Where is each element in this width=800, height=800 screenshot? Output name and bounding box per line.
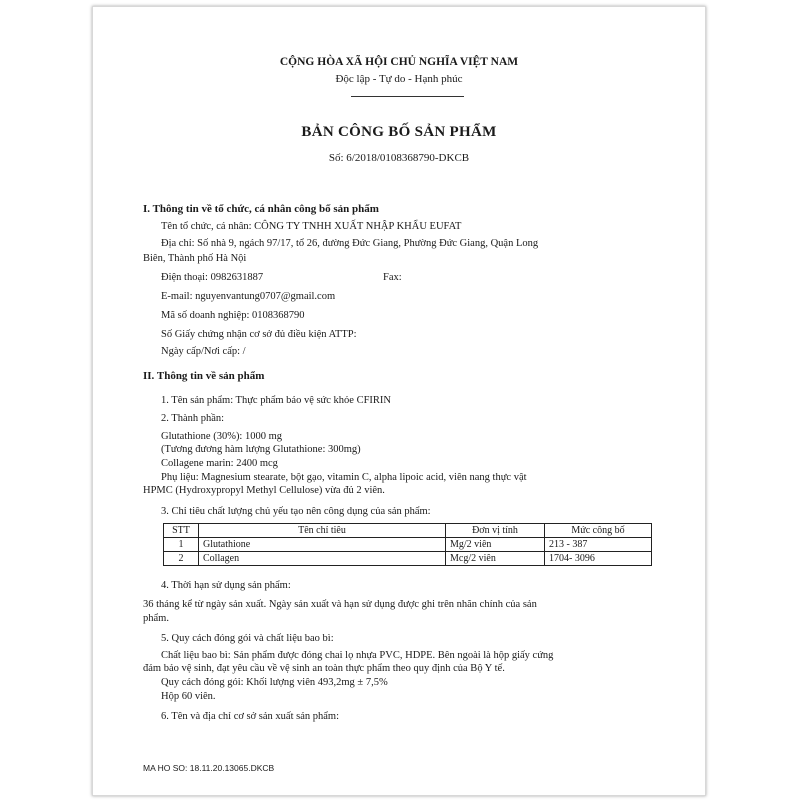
product-name: 1. Tên sản phẩm: Thực phẩm bảo vệ sức khỏe CFIRIN xyxy=(161,395,391,406)
ingredients-heading: 2. Thành phần: xyxy=(161,413,225,424)
cell-level: 213 - 387 xyxy=(545,538,652,552)
col-criteria: Tên chỉ tiêu xyxy=(199,524,446,538)
cell-unit: Mcg/2 viên xyxy=(446,552,545,566)
ingredient-1: Glutathione (30%): 1000 mg xyxy=(161,431,283,442)
certificate: Số Giấy chứng nhận cơ sở đủ điều kiện ATTP: xyxy=(161,329,357,340)
criteria-table xyxy=(163,523,652,566)
shelf-life-line-1: 36 tháng kể từ ngày sản xuất. Ngày sản xuất và hạn sử dụng được ghi trên nhãn chính của sản xyxy=(143,599,537,610)
section2-heading: II. Thông tin về sản phẩm xyxy=(143,370,265,382)
address-line-2: Biên, Thành phố Hà Nội xyxy=(143,253,247,264)
col-stt: STT xyxy=(164,524,199,538)
file-number: MA HO SO: 18.11.20.13065.DKCB xyxy=(143,763,275,773)
packaging-heading: 5. Quy cách đóng gói và chất liệu bao bì: xyxy=(161,633,334,644)
packaging-line-2: đảm bảo vệ sinh, đạt yêu cầu về vệ sinh an toàn thực phẩm theo quy định của Bộ Y tế. xyxy=(143,663,505,674)
issue-info: Ngày cấp/Nơi cấp: / xyxy=(161,346,246,357)
packaging-line-1: Chất liệu bao bì: Sản phẩm được đóng chai lọ nhựa PVC, HDPE. Bên ngoài là hộp giấy cứng xyxy=(161,650,554,661)
ingredient-3: Collagene marin: 2400 mcg xyxy=(161,458,278,469)
excipient-line-1: Phụ liệu: Magnesium stearate, bột gạo, vitamin C, alpha lipoic acid, viên nang thực vật xyxy=(161,472,527,483)
shelf-life-heading: 4. Thời hạn sử dụng sản phẩm: xyxy=(161,580,291,591)
table-row xyxy=(164,552,652,566)
section1-heading: I. Thông tin về tổ chức, cá nhân công bố sản phẩm xyxy=(143,203,379,215)
cell-criteria: Collagen xyxy=(199,552,446,566)
packaging-line-3: Quy cách đóng gói: Khối lượng viên 493,2mg ± 7,5% xyxy=(161,677,388,688)
header-divider xyxy=(351,96,464,97)
table-row xyxy=(164,538,652,552)
criteria-heading: 3. Chỉ tiêu chất lượng chủ yếu tạo nên công dụng của sản phẩm: xyxy=(161,506,431,517)
excipient-line-2: HPMC (Hydroxypropyl Methyl Cellulose) vừa đủ 2 viên. xyxy=(143,485,385,496)
document-title: BẢN CÔNG BỐ SẢN PHẨM xyxy=(301,124,497,140)
col-level: Mức công bố xyxy=(545,524,652,538)
packaging-line-4: Hộp 60 viên. xyxy=(161,691,216,702)
manufacturer-heading: 6. Tên và địa chỉ cơ sở sản xuất sản phẩm: xyxy=(161,711,339,722)
country-heading: CỘNG HÒA XÃ HỘI CHỦ NGHĨA VIỆT NAM xyxy=(279,56,519,68)
document-page xyxy=(92,6,706,796)
col-unit: Đơn vị tính xyxy=(446,524,545,538)
cell-unit: Mg/2 viên xyxy=(446,538,545,552)
email: E-mail: nguyenvantung0707@gmail.com xyxy=(161,291,336,302)
phone: Điện thoại: 0982631887 xyxy=(161,272,264,283)
cell-stt: 2 xyxy=(164,552,199,566)
fax: Fax: xyxy=(383,272,402,283)
cell-stt: 1 xyxy=(164,538,199,552)
cell-criteria: Glutathione xyxy=(199,538,446,552)
motto: Độc lập - Tự do - Hạnh phúc xyxy=(335,73,463,85)
tax-code: Mã số doanh nghiệp: 0108368790 xyxy=(161,310,305,321)
address-line-1: Địa chỉ: Số nhà 9, ngách 97/17, tổ 26, đường Đức Giang, Phường Đức Giang, Quận Long xyxy=(161,238,539,249)
ingredient-2: (Tương đương hàm lượng Glutathione: 300mg) xyxy=(161,444,361,455)
shelf-life-line-2: phẩm. xyxy=(143,613,169,624)
document-number: Số: 6/2018/0108368790-DKCB xyxy=(328,152,470,164)
cell-level: 1704- 3096 xyxy=(545,552,652,566)
table-header-row xyxy=(164,524,652,538)
org-name: Tên tổ chức, cá nhân: CÔNG TY TNHH XUẤT NHẬP KHẨU EUFAT xyxy=(161,221,462,232)
